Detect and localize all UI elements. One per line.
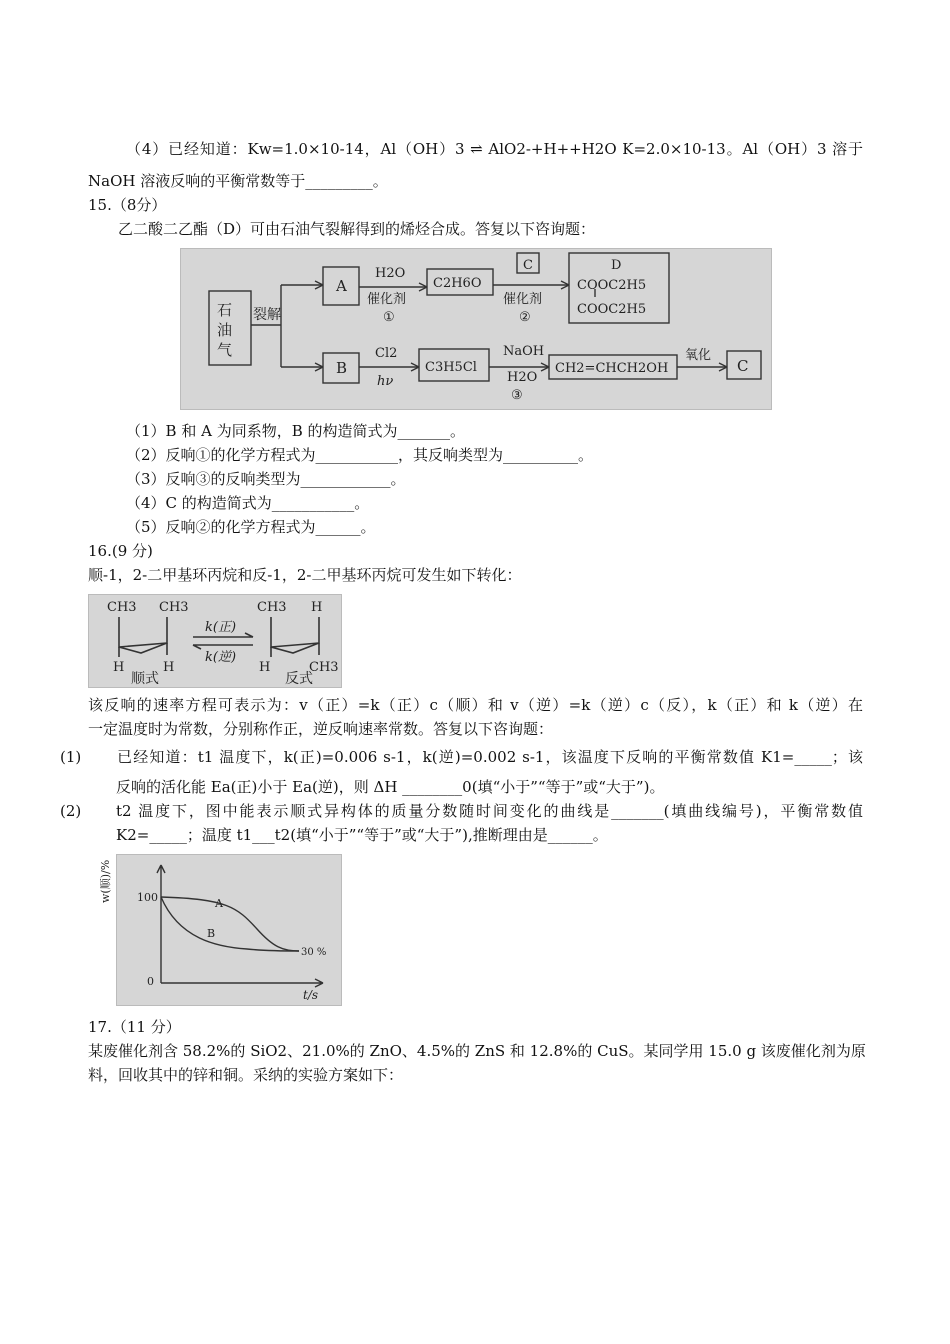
label-a: A	[336, 277, 347, 295]
q17-header: 17.（11 分）	[88, 1018, 181, 1036]
label-d-top: COOC2H5	[577, 278, 647, 293]
trans-ch3-right: CH3	[309, 660, 339, 675]
cis-h-left: H	[113, 660, 125, 675]
graph-end-label: 30 %	[301, 947, 327, 958]
label-h2o-b: H2O	[507, 370, 538, 385]
graph-svg	[99, 855, 341, 1005]
cis-ch3-left: CH3	[107, 600, 137, 615]
label-h2o: H2O	[375, 266, 406, 281]
label-c-product: C	[737, 357, 749, 375]
q16-part2-line2: K2=_____；温度 t1___t2(填“小于”“等于”或“大于”),推断理由是______。	[116, 826, 608, 844]
q16-part1-text1: 已经知道：t1 温度下，k(正)=0.006 s-1，k(逆)=0.002 s-1，该温度下反响的平衡常数值 K1=_____；该	[116, 748, 863, 766]
trans-h-right: H	[311, 600, 323, 615]
q15-item-3: （3）反响③的反响类型为____________。	[126, 470, 406, 488]
q16-part1-line1	[60, 742, 863, 772]
graph-origin: 0	[147, 975, 154, 988]
cis-h-right: H	[163, 660, 175, 675]
svg-text:油: 油	[217, 321, 233, 339]
label-c2h6o: C2H6O	[433, 276, 482, 291]
y-axis	[157, 865, 165, 983]
q14-part4-line1: （4）已经知道：Kw=1.0×10-14，Al（OH）3 ⇌ AlO2-+H++H2O K=2.0×10-13。Al（OH）3 溶于	[126, 140, 863, 158]
q15-item-1: （1）B 和 A 为同系物，B 的构造简式为_______。	[126, 422, 465, 440]
trans-label: 反式	[285, 671, 313, 687]
synthesis-scheme-svg	[181, 249, 771, 409]
cis-label: 顺式	[131, 671, 159, 687]
q15-items	[88, 420, 863, 540]
cis-ch3-right: CH3	[159, 600, 189, 615]
q15-item-2: （2）反响①的化学方程式为___________，其反响类型为__________。	[126, 446, 594, 464]
q17-line1: 某废催化剂含 58.2%的 SiO2、21.0%的 ZnO、4.5%的 ZnS 和 12.8%的 CuS。某同学用 15.0 g 该废催化剂为原	[88, 1042, 866, 1060]
q14-part4-line2: NaOH 溶液反响的平衡常数等于_________。	[88, 172, 388, 190]
k-reverse-label: k(逆)	[205, 650, 237, 665]
trans-ring	[271, 617, 319, 653]
q15-header: 15.（8分）	[88, 196, 167, 214]
graph-y100: 100	[137, 891, 158, 904]
x-axis	[161, 979, 323, 987]
q16-part2-num: (2)	[60, 802, 82, 820]
q15-item-5: （5）反响②的化学方程式为______。	[126, 518, 376, 536]
q15-intro: 乙二酸二乙酯（D）可由石油气裂解得到的烯烃合成。答复以下咨询题：	[118, 220, 596, 238]
curve-b	[161, 897, 299, 951]
q16-part2-text1: t2 温度下，图中能表示顺式异构体的质量分数随时间变化的曲线是_______(填曲线编号)，平衡常数值	[116, 802, 863, 820]
synthesis-scheme-figure	[180, 248, 772, 410]
graph-ylabel: w(顺)/%	[99, 859, 112, 903]
cis-ring	[119, 617, 167, 653]
label-d-bot: COOC2H5	[577, 302, 647, 317]
label-step2: ②	[519, 310, 531, 325]
curve-a	[161, 897, 299, 951]
label-hv: hν	[377, 374, 394, 389]
k-forward-label: k(正)	[205, 620, 237, 635]
trans-ch3-left: CH3	[257, 600, 287, 615]
label-naoh: NaOH	[503, 344, 545, 359]
label-c3h5cl: C3H5Cl	[425, 360, 477, 375]
label-cl2: Cl2	[375, 346, 398, 361]
label-b: B	[336, 359, 348, 377]
q16-intro: 顺-1，2-二甲基环丙烷和反-1，2-二甲基环丙烷可发生如下转化：	[88, 566, 522, 584]
q16-part2-line1	[60, 800, 863, 824]
crack-label: 裂解	[253, 307, 281, 323]
label-c-reagent: C	[523, 258, 533, 273]
label-step3: ③	[511, 388, 523, 403]
svg-text:气: 气	[217, 341, 233, 359]
cyclopropane-svg	[89, 595, 341, 687]
graph-xlabel: t/s	[303, 988, 319, 1002]
q16-header: 16.(9 分)	[88, 542, 153, 560]
cyclopropane-isomer-figure	[88, 594, 342, 688]
q17-line2: 料，回收其中的锌和铜。采纳的实验方案如下：	[88, 1066, 404, 1084]
q16-part1-num: (1)	[60, 748, 82, 766]
q16-rate-line1: 该反响的速率方程可表示为：v（正）=k（正）c（顺）和 v（逆）=k（逆）c（反），k（正）和 k（逆）在	[88, 696, 863, 714]
label-d: D	[611, 258, 622, 273]
mass-fraction-graph	[99, 854, 342, 1006]
label-oxid: 氧化	[685, 348, 712, 363]
q15-item-4: （4）C 的构造简式为___________。	[126, 494, 370, 512]
label-step1: ①	[383, 310, 395, 325]
source-label-1: 石	[217, 301, 233, 319]
document-page	[60, 138, 866, 1088]
curve-a-label: A	[215, 897, 223, 910]
curve-b-label: B	[207, 927, 216, 940]
q16-part1-line2: 反响的活化能 Ea(正)小于 Ea(逆)，则 ΔH ________0(填“小于”“等于”或“大于”)。	[116, 778, 665, 796]
trans-h-left: H	[259, 660, 271, 675]
label-cat-2: 催化剂	[503, 292, 543, 307]
label-cat-1: 催化剂	[367, 292, 407, 307]
q16-rate-line2: 一定温度时为常数，分别称作正，逆反响速率常数。答复以下咨询题：	[88, 720, 554, 738]
label-allyl: CH2=CHCH2OH	[555, 361, 669, 376]
